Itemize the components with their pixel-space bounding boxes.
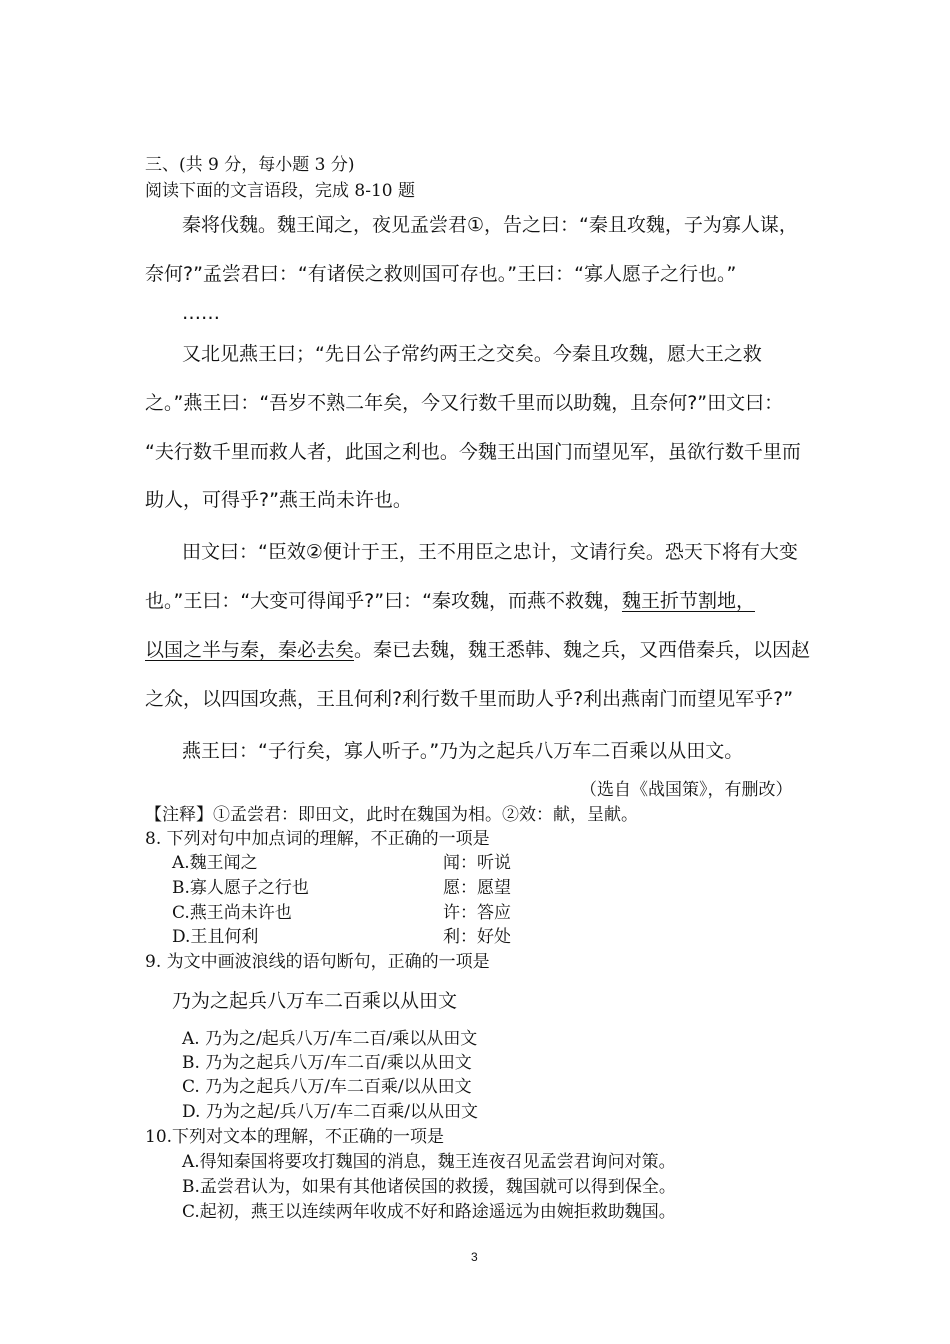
passage-line: “夫行数千里而救人者，此国之利也。今魏王出国门而望见军，虽欲行数千里而	[145, 441, 801, 463]
passage-line: 燕王曰：“子行矣，寡人听子。”乃为之起兵八万车二百乘以从田文。	[182, 740, 744, 762]
passage-text: 也。”王曰：“大变可得闻乎?”曰：“秦攻魏，而燕不救魏，	[145, 590, 622, 612]
q8-option-d: D.王且何利	[172, 927, 259, 947]
q9-option-d: D. 乃为之起/兵八万/车二百乘/以从田文	[182, 1102, 479, 1122]
section-heading: 三、(共 9 分，每小题 3 分)	[145, 155, 355, 175]
passage-text: 。秦已去魏，魏王悉韩、魏之兵，又西借秦兵，以因赵	[354, 639, 811, 661]
passage-line: 田文曰：“臣效②便计于王，王不用臣之忠计，文请行矣。恐天下将有大变	[182, 541, 798, 563]
q9-option-a: A. 乃为之/起兵八万/车二百/乘以从田文	[182, 1029, 478, 1049]
passage-line	[145, 586, 755, 613]
q8-option-a: A.魏王闻之	[172, 853, 258, 873]
question-9-stem: 9. 为文中画波浪线的语句断句，正确的一项是	[145, 952, 490, 972]
q8-option-c-gloss: 许：答应	[443, 903, 511, 923]
question-8-stem: 8. 下列对句中加点词的理解，不正确的一项是	[145, 829, 490, 849]
passage-line: 又北见燕王曰；“先日公子常约两王之交矣。今秦且攻魏，愿大王之救	[182, 343, 762, 365]
question-10-stem: 10.下列对文本的理解，不正确的一项是	[145, 1127, 445, 1147]
q8-option-a-gloss: 闻：听说	[443, 853, 511, 873]
page-number: 3	[471, 1250, 478, 1264]
q10-option-b: B.孟尝君认为，如果有其他诸侯国的救援，魏国就可以得到保全。	[182, 1177, 676, 1197]
q8-option-c: C.燕王尚未许也	[172, 903, 292, 923]
passage-line: 秦将伐魏。魏王闻之，夜见孟尝君①，告之曰：“秦且攻魏，子为寡人谋，	[182, 214, 798, 236]
passage-line: 助人，可得乎?”燕王尚未许也。	[145, 489, 412, 511]
passage-line	[145, 635, 810, 662]
annotation-notes: 【注释】①孟尝君：即田文，此时在魏国为相。②效：献，呈献。	[145, 805, 638, 825]
q9-sentence: 乃为之起兵八万车二百乘以从田文	[172, 990, 458, 1012]
q8-option-d-gloss: 利：好处	[443, 927, 511, 947]
underlined-phrase: 魏王折节割地，	[621, 590, 755, 612]
passage-line: 之。”燕王曰：“吾岁不熟二年矣，今又行数千里而以助魏，且奈何?”田文曰：	[145, 392, 784, 414]
q10-option-c: C.起初，燕王以连续两年收成不好和路途遥远为由婉拒救助魏国。	[182, 1202, 676, 1222]
underlined-phrase: 以国之半与秦，秦必去矣	[145, 639, 355, 661]
q10-option-a: A.得知秦国将要攻打魏国的消息，魏王连夜召见孟尝君询问对策。	[182, 1152, 676, 1172]
section-instruction: 阅读下面的文言语段，完成 8-10 题	[145, 181, 415, 201]
passage-ellipsis: ……	[182, 302, 220, 324]
q9-option-c: C. 乃为之起兵八万/车二百乘/以从田文	[182, 1077, 472, 1097]
passage-line: 奈何?”孟尝君曰：“有诸侯之救则国可存也。”王曰：“寡人愿子之行也。”	[145, 263, 737, 285]
source-citation: （选自《战国策》，有删改）	[580, 780, 793, 800]
passage-line: 之众，以四国攻燕，王且何利?利行数千里而助人乎?利出燕南门而望见军乎?”	[145, 688, 794, 710]
q9-option-b: B. 乃为之起兵八万/车二百/乘以从田文	[182, 1053, 472, 1073]
q8-option-b-gloss: 愿：愿望	[443, 878, 511, 898]
q8-option-b: B.寡人愿子之行也	[172, 878, 309, 898]
